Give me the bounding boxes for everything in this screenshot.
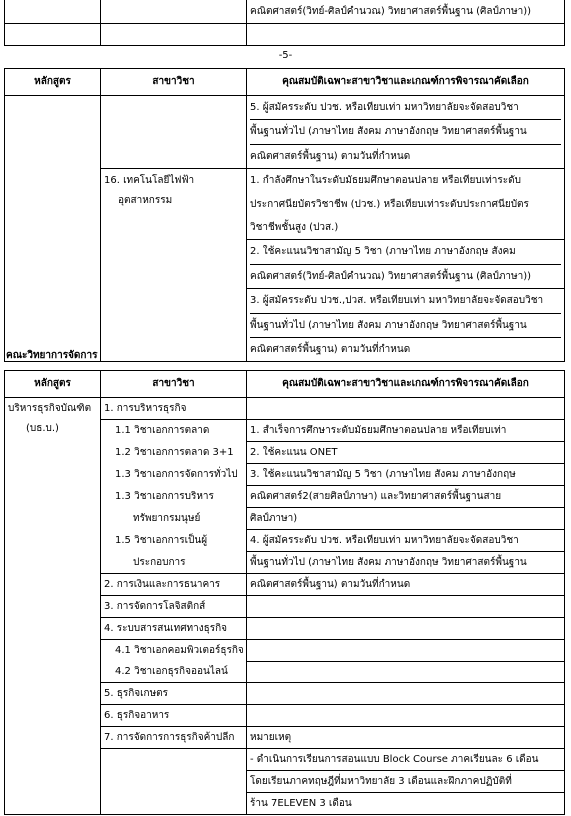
major-cell: 2. การเงินและการธนาคาร: [101, 574, 247, 596]
qualification-cell: [247, 683, 565, 705]
header-curriculum: หลักสูตร: [5, 371, 101, 398]
major-cell: 3. การจัดการโลจิสติกส์: [101, 596, 247, 618]
qual-line: ประกาศนียบัตรวิชาชีพ (ปวช.) หรือเทียบเท่าระดับประกาศนียบัตร: [250, 198, 529, 210]
major-cell: 4. ระบบสารสนเทศทางธุรกิจ: [101, 618, 247, 640]
major-cell: 6. ธุรกิจอาหาร: [101, 705, 247, 727]
top-fragment-cell-3: [5, 24, 101, 46]
major-electrical-technology: [101, 169, 247, 362]
faculty-title: คณะวิทยาการจัดการ: [6, 350, 98, 361]
admission-table-1: [4, 68, 565, 362]
qual-line: คณิตศาสตร์พื้นฐาน) ตามวันที่กำหนด: [250, 343, 411, 355]
qualification-cell: หมายเหตุ: [247, 727, 565, 749]
major-cell: 7. การจัดการการธุรกิจค้าปลีก: [101, 727, 247, 749]
header-qualifications: คุณสมบัติเฉพาะสาขาวิชาและเกณฑ์การพิจารณาคัดเลือก: [247, 69, 565, 96]
qual-line: คณิตศาสตร์(วิทย์-ศิลป์คำนวณ) วิทยาศาสตร์พื้นฐาน (ศิลป์ภาษา)): [250, 270, 532, 282]
major-line: 16. เทคโนโลยีไฟฟ้า: [104, 175, 195, 187]
top-fragment-cell-5: [247, 24, 565, 46]
header-curriculum: หลักสูตร: [5, 69, 101, 96]
major-cell: 1.3 วิชาเอกการจัดการทั่วไป: [101, 464, 247, 486]
major-cell: ทรัพยากรมนุษย์: [101, 508, 247, 530]
qualification-cell: ร้าน 7ELEVEN 3 เดือน: [247, 793, 565, 815]
major-cell: [101, 793, 247, 815]
qualification-cell: [247, 661, 565, 683]
major-cell: 4.1 วิชาเอกคอมพิวเตอร์ธุรกิจ: [101, 640, 247, 662]
qualification-cell: 3. ใช้คะแนนวิชาสามัญ 5 วิชา (ภาษาไทย สังคม ภาษาอังกฤษ: [247, 464, 565, 486]
admission-table-2: [4, 370, 565, 815]
top-fragment-cell-4: [101, 24, 247, 46]
header-qualifications: คุณสมบัติเฉพาะสาขาวิชาและเกณฑ์การพิจารณาคัดเลือก: [247, 371, 565, 398]
major-cell: 4.2 วิชาเอกธุรกิจออนไลน์: [101, 661, 247, 683]
qualification-cell: [247, 596, 565, 618]
major-cell: ประกอบการ: [101, 552, 247, 574]
major-cell: [101, 771, 247, 793]
curriculum-line: (บธ.บ.): [26, 423, 59, 434]
qualification-cell: คณิตศาสตร์พื้นฐาน) ตามวันที่กำหนด: [247, 574, 565, 596]
major-cell: [101, 749, 247, 771]
curriculum-line: บริหารธุรกิจบัณฑิต: [8, 403, 92, 414]
qual-line: 1. กำลังศึกษาในระดับมัธยมศึกษาตอนปลาย หรือเทียบเท่าระดับ: [250, 175, 521, 187]
table-2-body: [5, 398, 565, 815]
major-cell-empty: [101, 96, 247, 169]
qual-line: 2. ใช้คะแนนวิชาสามัญ 5 วิชา (ภาษาไทย ภาษาอังกฤษ สังคม: [250, 240, 561, 264]
qualification-cell: [247, 705, 565, 727]
top-fragment-table: [4, 0, 565, 46]
qual-block-3: [247, 289, 564, 361]
qualification-cell: 2. ใช้คะแนน ONET: [247, 442, 565, 464]
major-cell: 1.2 วิชาเอกการตลาด 3+1: [101, 442, 247, 464]
qualification-cell: 1. สำเร็จการศึกษาระดับมัธยมศึกษาตอนปลาย หรือเทียบเท่า: [247, 420, 565, 442]
major-cell: 1.5 วิชาเอกการเป็นผู้: [101, 530, 247, 552]
qualification-cell: - ดำเนินการเรียนการสอนแบบ Block Course ภาคเรียนละ 6 เดือน: [247, 749, 565, 771]
qualification-cell: [247, 640, 565, 662]
header-major: สาขาวิชา: [101, 371, 247, 398]
top-fragment-qual: คณิตศาสตร์(วิทย์-ศิลป์คำนวณ) วิทยาศาสตร์พื้นฐาน (ศิลป์ภาษา)): [247, 0, 565, 24]
major-cell: 1.3 วิชาเอกการบริหาร: [101, 486, 247, 508]
qual-line: 3. ผู้สมัครระดับ ปวช.,ปวส. หรือเทียบเท่า มหาวิทยาลัยจะจัดสอบวิชา: [250, 289, 561, 313]
qual-line: พื้นฐานทั่วไป (ภาษาไทย สังคม ภาษาอังกฤษ วิทยาศาสตร์พื้นฐาน: [250, 120, 561, 144]
qual-block-2: [247, 240, 564, 289]
table-row: [5, 398, 565, 420]
major-cell: 5. ธุรกิจเกษตร: [101, 683, 247, 705]
qualification-cell: [247, 169, 565, 362]
qualification-cell: [247, 618, 565, 640]
qualification-cell: [247, 398, 565, 420]
major-cell: 1. การบริหารธุรกิจ: [101, 398, 247, 420]
top-fragment-cell-2: [101, 0, 247, 24]
qual-line: วิชาชีพชั้นสูง (ปวส.): [250, 221, 339, 233]
major-cell: 1.1 วิชาเอกการตลาด: [101, 420, 247, 442]
qualification-cell: ศิลป์ภาษา): [247, 508, 565, 530]
curriculum-cell: [5, 398, 101, 815]
page-number: -5-: [278, 50, 293, 61]
qual-line: 5. ผู้สมัครระดับ ปวช. หรือเทียบเท่า มหาวิทยาลัยจะจัดสอบวิชา: [250, 96, 561, 120]
qualification-cell: 4. ผู้สมัครระดับ ปวช. หรือเทียบเท่า มหาวิทยาลัยจะจัดสอบวิชา: [247, 530, 565, 552]
qualification-cell: โดยเรียนภาคทฤษฎีที่มหาวิทยาลัย 3 เดือนและฝึกภาคปฏิบัติที่: [247, 771, 565, 793]
qualification-cell: คณิตศาสตร์2(สายศิลป์ภาษา) และวิทยาศาสตร์พื้นฐานสาย: [247, 486, 565, 508]
prev-qualification-cell: [247, 96, 565, 169]
prev-qual-lines: [247, 96, 564, 168]
header-major: สาขาวิชา: [101, 69, 247, 96]
qualification-cell: พื้นฐานทั่วไป (ภาษาไทย สังคม ภาษาอังกฤษ วิทยาศาสตร์พื้นฐาน: [247, 552, 565, 574]
qual-block-1: [247, 169, 564, 240]
qual-line: พื้นฐานทั่วไป (ภาษาไทย สังคม ภาษาอังกฤษ วิทยาศาสตร์พื้นฐาน: [250, 314, 561, 338]
curriculum-cell-empty: [5, 96, 101, 362]
top-fragment-cell-1: [5, 0, 101, 24]
major-line: อุตสาหกรรม: [118, 195, 173, 207]
qual-line: คณิตศาสตร์พื้นฐาน) ตามวันที่กำหนด: [250, 150, 411, 162]
